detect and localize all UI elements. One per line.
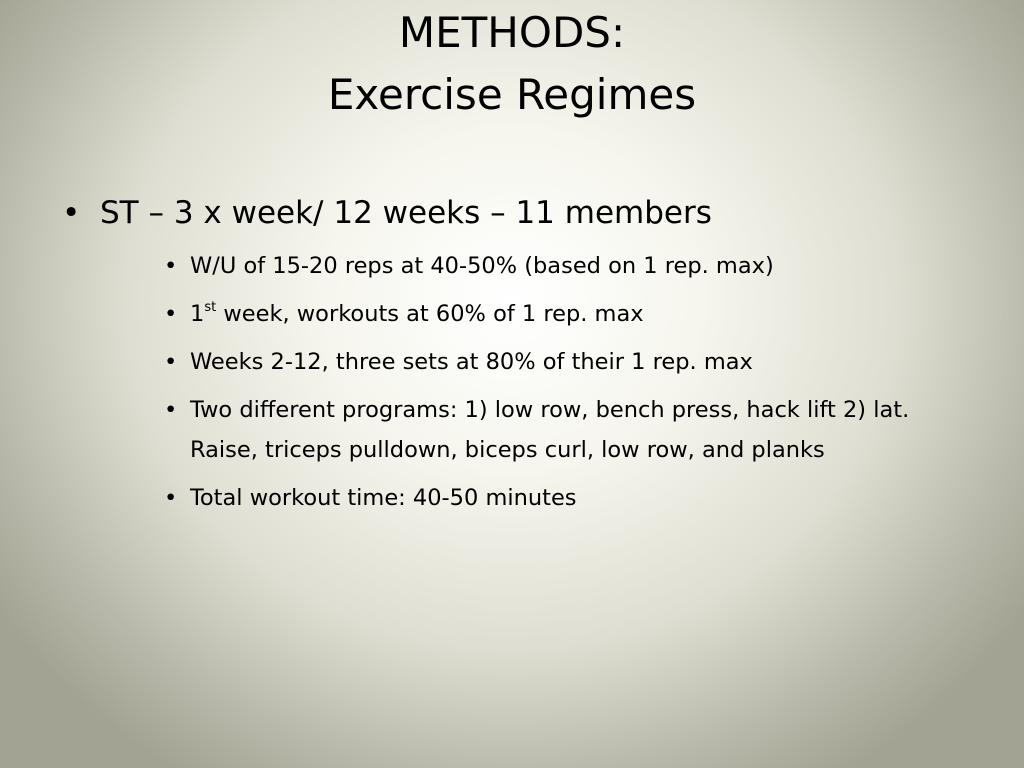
first-week-number: 1 [190,301,205,327]
sub-bullet-weeks-2-12 [0,342,960,382]
sub-bullet-programs [0,390,960,470]
first-week-ordinal: st [204,300,217,315]
title-line-1: METHODS: [398,8,626,57]
bullet-icon: • [164,253,178,279]
sub-bullet-text: Total workout time: 40-50 minutes [190,485,577,511]
bullet-icon: • [62,195,81,231]
bullet-icon: • [164,397,178,423]
slide-title [0,2,1024,126]
main-bullet-text: ST – 3 x week/ 12 weeks – 11 members [100,195,712,231]
bullet-icon: • [164,485,178,511]
sub-bullet-text: Two different programs: 1) low row, bench press, hack lift 2) lat. Raise, triceps pulldown, biceps curl, low row, and planks [190,397,910,463]
sub-bullet-text: Weeks 2-12, three sets at 80% of their 1 rep. max [190,349,753,375]
bullet-list [0,188,1024,518]
sub-bullet-text: W/U of 15-20 reps at 40-50% (based on 1 rep. max) [190,253,774,279]
sub-bullet-warmup [0,246,960,286]
bullet-icon: • [164,349,178,375]
bullet-icon: • [164,301,178,327]
sub-bullet-first-week [0,294,960,334]
title-line-2: Exercise Regimes [327,70,697,119]
main-bullet [0,188,1024,238]
sub-bullet-total-time [0,478,960,518]
first-week-text: week, workouts at 60% of 1 rep. max [216,301,644,327]
